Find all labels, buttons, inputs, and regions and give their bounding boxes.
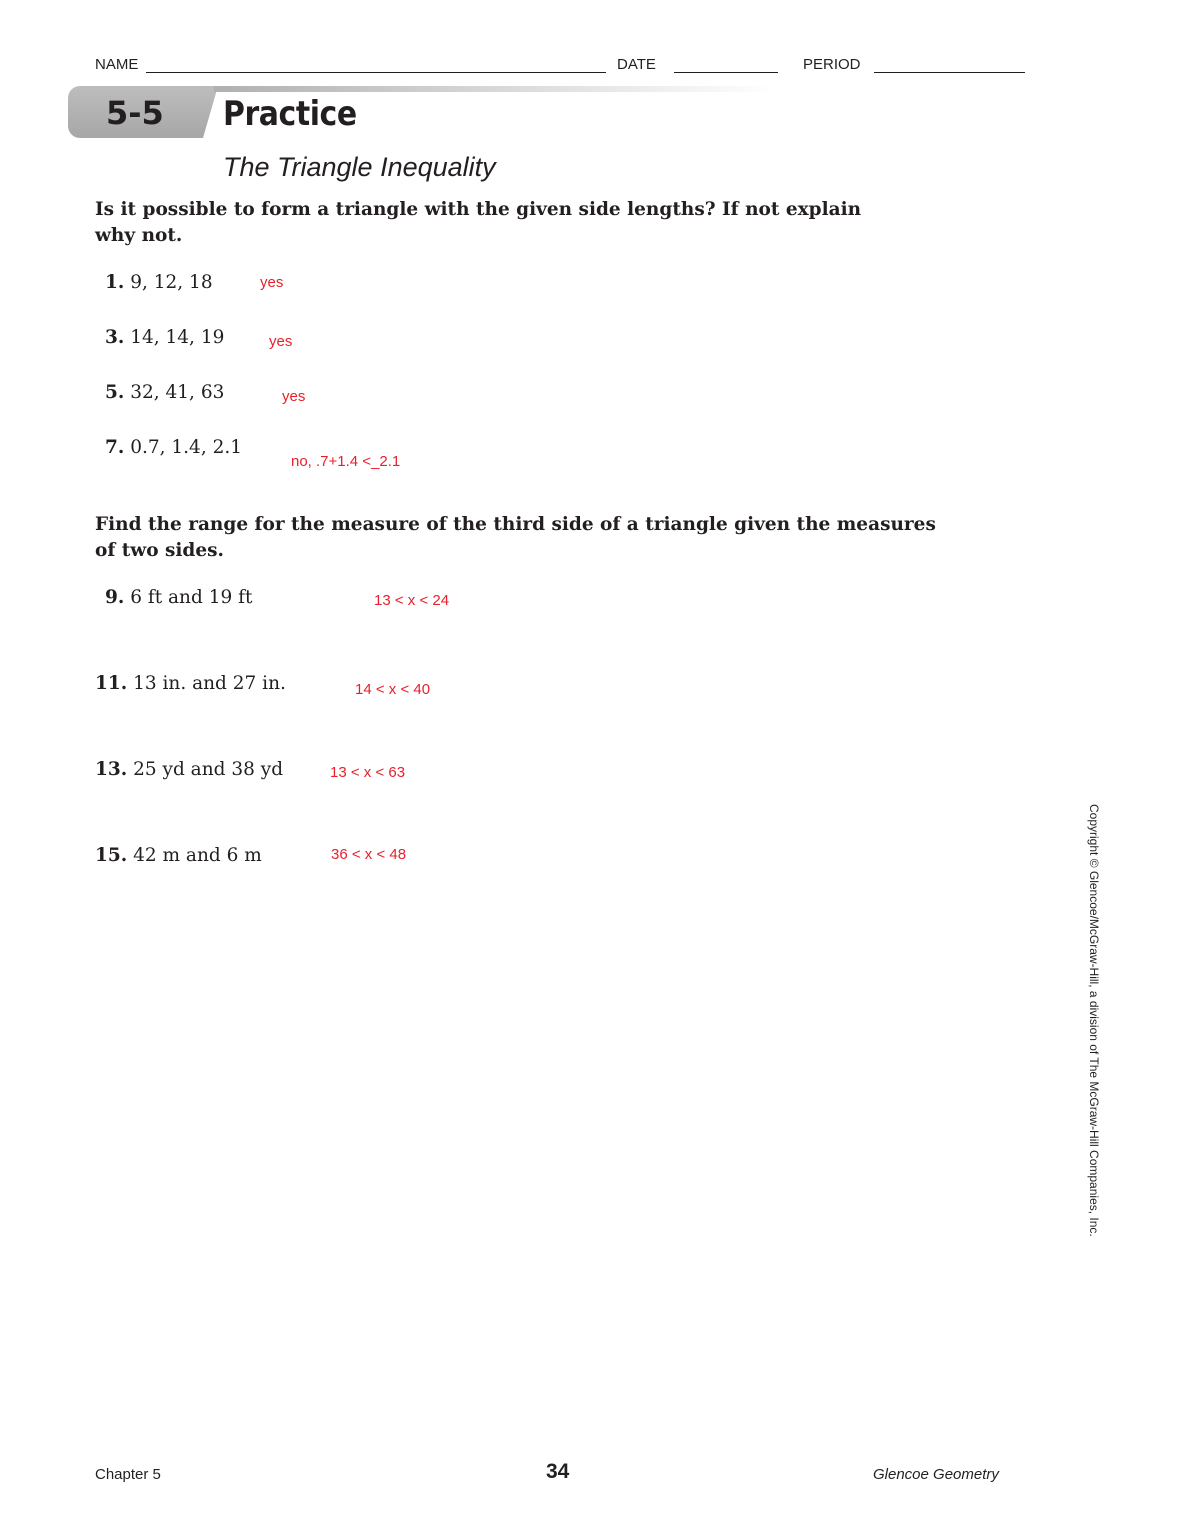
answer-1: yes — [260, 274, 284, 291]
lesson-banner — [68, 86, 768, 142]
section1-instruction — [95, 197, 1015, 249]
problem-7 — [105, 437, 242, 458]
answer-13: 13 < x < 63 — [330, 764, 406, 781]
problem-3 — [105, 327, 224, 348]
problem-text: 42 m and 6 m — [133, 845, 262, 866]
answer-3: yes — [269, 333, 293, 350]
footer-book-title: Glencoe Geometry — [873, 1466, 999, 1483]
footer-chapter: Chapter 5 — [95, 1466, 161, 1483]
problem-text: 32, 41, 63 — [130, 382, 225, 403]
period-label: PERIOD — [803, 56, 861, 73]
date-line — [674, 72, 778, 73]
problem-text: 9, 12, 18 — [130, 272, 213, 293]
problem-number: 1. — [105, 272, 125, 293]
section2-instruction — [95, 512, 1015, 564]
footer-page-number: 34 — [546, 1460, 570, 1483]
problem-text: 25 yd and 38 yd — [133, 759, 284, 780]
problem-5 — [105, 382, 224, 403]
name-label: NAME — [95, 56, 139, 73]
problem-1 — [105, 272, 213, 293]
section1-instruction-line2: why not. — [95, 225, 183, 246]
date-label: DATE — [617, 56, 656, 73]
answer-9: 13 < x < 24 — [374, 592, 450, 609]
answer-7: no, .7+1.4 <_2.1 — [291, 453, 401, 470]
problem-15 — [95, 845, 262, 866]
answer-15: 36 < x < 48 — [331, 846, 407, 863]
problem-number: 11. — [95, 673, 128, 694]
problem-9 — [105, 587, 252, 608]
section2-instruction-line2: of two sides. — [95, 540, 224, 561]
problem-13 — [95, 759, 283, 780]
problem-text: 6 ft and 19 ft — [130, 587, 253, 608]
copyright-notice: Copyright © Glencoe/McGraw-Hill, a division of The McGraw-Hill Companies, Inc. — [1087, 804, 1101, 1237]
problem-number: 7. — [105, 437, 125, 458]
problem-number: 15. — [95, 845, 128, 866]
section1-instruction-line1: Is it possible to form a triangle with the given side lengths? If not explain — [95, 199, 862, 220]
lesson-title: The Triangle Inequality — [223, 152, 496, 182]
problem-number: 9. — [105, 587, 125, 608]
problem-number: 5. — [105, 382, 125, 403]
section2-instruction-line1: Find the range for the measure of the third side of a triangle given the measures — [95, 514, 936, 535]
problem-number: 3. — [105, 327, 125, 348]
problem-text: 14, 14, 19 — [130, 327, 225, 348]
name-line — [146, 72, 606, 73]
problem-number: 13. — [95, 759, 128, 780]
answer-11: 14 < x < 40 — [355, 681, 431, 698]
problem-text: 0.7, 1.4, 2.1 — [130, 437, 243, 458]
period-line — [874, 72, 1025, 73]
lesson-type: Practice — [223, 94, 357, 134]
lesson-number: 5-5 — [106, 94, 164, 132]
problem-11 — [95, 673, 286, 694]
problem-text: 13 in. and 27 in. — [133, 673, 286, 694]
banner-rule — [214, 86, 774, 92]
answer-5: yes — [282, 388, 306, 405]
